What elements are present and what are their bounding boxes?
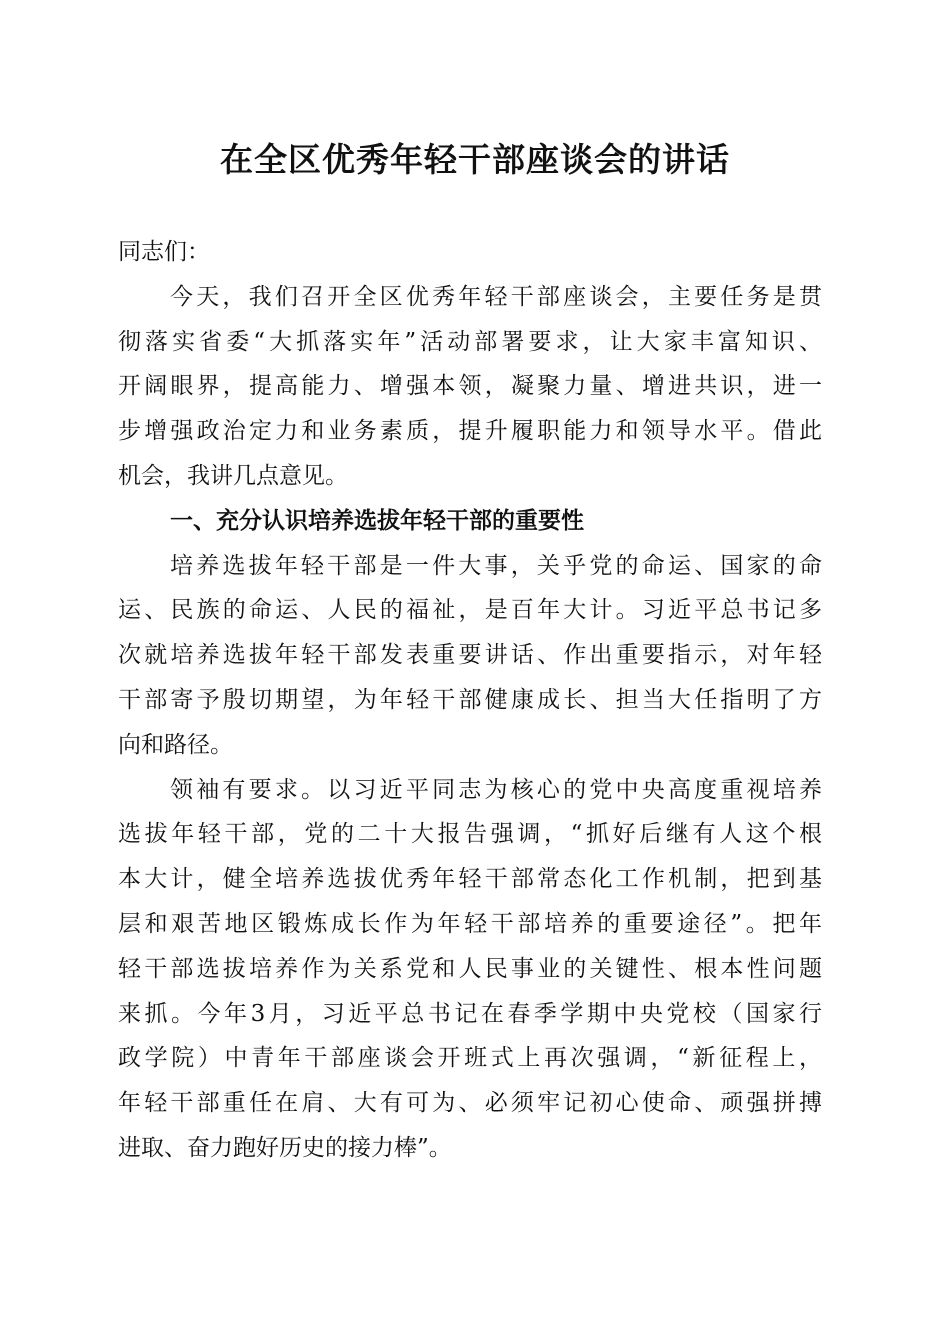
salutation: 同志们： bbox=[118, 239, 210, 265]
paragraph-line: 来抓。今年3月，习近平总书记在春季学期中央党校（国家行 bbox=[118, 1000, 822, 1027]
paragraph-line: 年轻干部重任在肩、大有可为、必须牢记初心使命、顽强拼搏 bbox=[118, 1090, 822, 1117]
paragraph-line: 今天，我们召开全区优秀年轻干部座谈会，主要任务是贯 bbox=[170, 283, 822, 310]
paragraph-line: 开阔眼界，提高能力、增强本领，凝聚力量、增进共识，进一 bbox=[118, 373, 822, 400]
paragraph-line: 步增强政治定力和业务素质，提升履职能力和领导水平。借此 bbox=[118, 418, 822, 445]
paragraph-line: 机会，我讲几点意见。 bbox=[118, 463, 348, 489]
paragraph-line: 轻干部选拔培养作为关系党和人民事业的关键性、根本性问题 bbox=[118, 955, 822, 982]
paragraph-line: 次就培养选拔年轻干部发表重要讲话、作出重要指示，对年轻 bbox=[118, 642, 822, 669]
paragraph-line: 彻落实省委“大抓落实年”活动部署要求，让大家丰富知识、 bbox=[118, 328, 822, 355]
paragraph-line: 运、民族的命运、人民的福祉，是百年大计。习近平总书记多 bbox=[118, 597, 822, 624]
paragraph-line: 本大计，健全培养选拔优秀年轻干部常态化工作机制，把到基 bbox=[118, 866, 822, 893]
paragraph-line: 领袖有要求。以习近平同志为核心的党中央高度重视培养 bbox=[170, 776, 822, 803]
paragraph-line: 向和路径。 bbox=[118, 731, 233, 758]
paragraph-line: 层和艰苦地区锻炼成长作为年轻干部培养的重要途径”。把年 bbox=[118, 911, 822, 937]
paragraph-line: 干部寄予殷切期望，为年轻干部健康成长、担当大任指明了方 bbox=[118, 687, 822, 713]
paragraph-line: 进取、奋力跑好历史的接力棒”。 bbox=[118, 1135, 452, 1161]
section-heading: 一、充分认识培养选拔年轻干部的重要性 bbox=[170, 507, 584, 534]
paragraph-line: 政学院）中青年干部座谈会开班式上再次强调，“新征程上， bbox=[118, 1045, 822, 1072]
paragraph-line: 选拔年轻干部，党的二十大报告强调，“抓好后继有人这个根 bbox=[118, 821, 822, 848]
paragraph-line: 培养选拔年轻干部是一件大事，关乎党的命运、国家的命 bbox=[170, 552, 822, 579]
document-title: 在全区优秀年轻干部座谈会的讲话 bbox=[220, 140, 730, 179]
